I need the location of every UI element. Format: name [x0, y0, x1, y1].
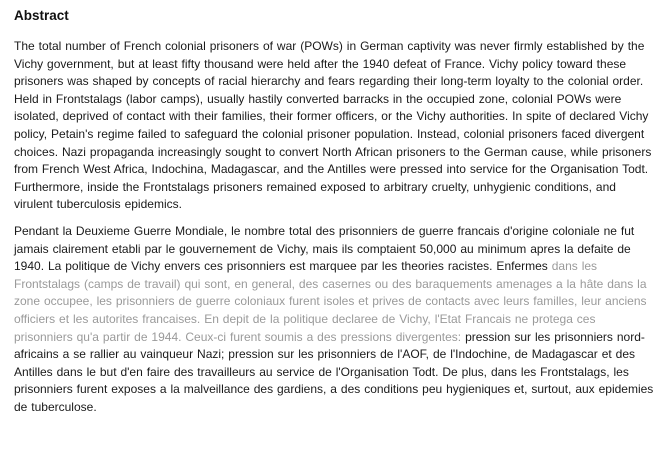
french-text-part-1: Pendant la Deuxieme Guerre Mondiale, le nombre total des prisonniers de guerre francais d'origine coloniale ne fut jamais clairement etabli par le gouvernement de Vichy, mais ils comptaient 50,000 au minimum apres la defaite de 1940. La politique de Vichy envers ces prisonniers est marquee par les theories racistes. Enfermes — [14, 223, 635, 274]
french-text-part-2-faded: dans les Frontstalags (camps de travail) qui sont, en general, des casernes ou des baraquements amenages a la hâte dans la zone occupee, les prisonniers de guerre coloniaux furent isoles et prives de contacts avec leurs familles, leur anciens officiers et les autorites francaises. En depit de la politique declaree de Vichy, l'Etat Francais ne protega ces prisonniers qu'a partir de 1944. Ceux-ci furent soumis a des pressions divergentes: — [14, 259, 647, 344]
french-text-part-3: pression sur les prisonniers nord-africains a se rallier au vainqueur Nazi; pression sur les prisonniers de l'AOF, de l'Indochine, de Madagascar et des Antilles dans le but d'en faire des travailleurs au service de l'Organisation Todt. De plus, dans les Frontstalags, les prisonniers furent exposes a la malveillance des gardiens, a des conditions peu hygieniques et, surtout, aux epidemies de tuberculose. — [14, 329, 654, 414]
abstract-french-paragraph — [14, 223, 654, 417]
abstract-english-paragraph: The total number of French colonial prisoners of war (POWs) in German captivity was never firmly established by the Vichy government, but at least fifty thousand were held after the 1940 defeat of France. Vichy policy toward these prisoners was shaped by concepts of racial hierarchy and fears regarding their long-term loyalty to the colonial order. Held in Frontstalags (labor camps), usually hastily converted barracks in the occupied zone, colonial POWs were isolated, deprived of contact with their families, their former officers, or the Vichy authorities. In spite of declared Vichy policy, Petain's regime failed to safeguard the colonial prisoner population. Instead, colonial prisoners faced divergent choices. Nazi propaganda increasingly sought to convert North African prisoners to the German cause, while prisoners from French West Africa, Indochina, Madagascar, and the Antilles were pressed into service for the Organisation Todt. Furthermore, inside the Frontstalags prisoners remained exposed to arbitrary cruelty, unhygienic conditions, and virulent tuberculosis epidemics. — [14, 39, 652, 212]
abstract-heading: Abstract — [14, 8, 69, 23]
